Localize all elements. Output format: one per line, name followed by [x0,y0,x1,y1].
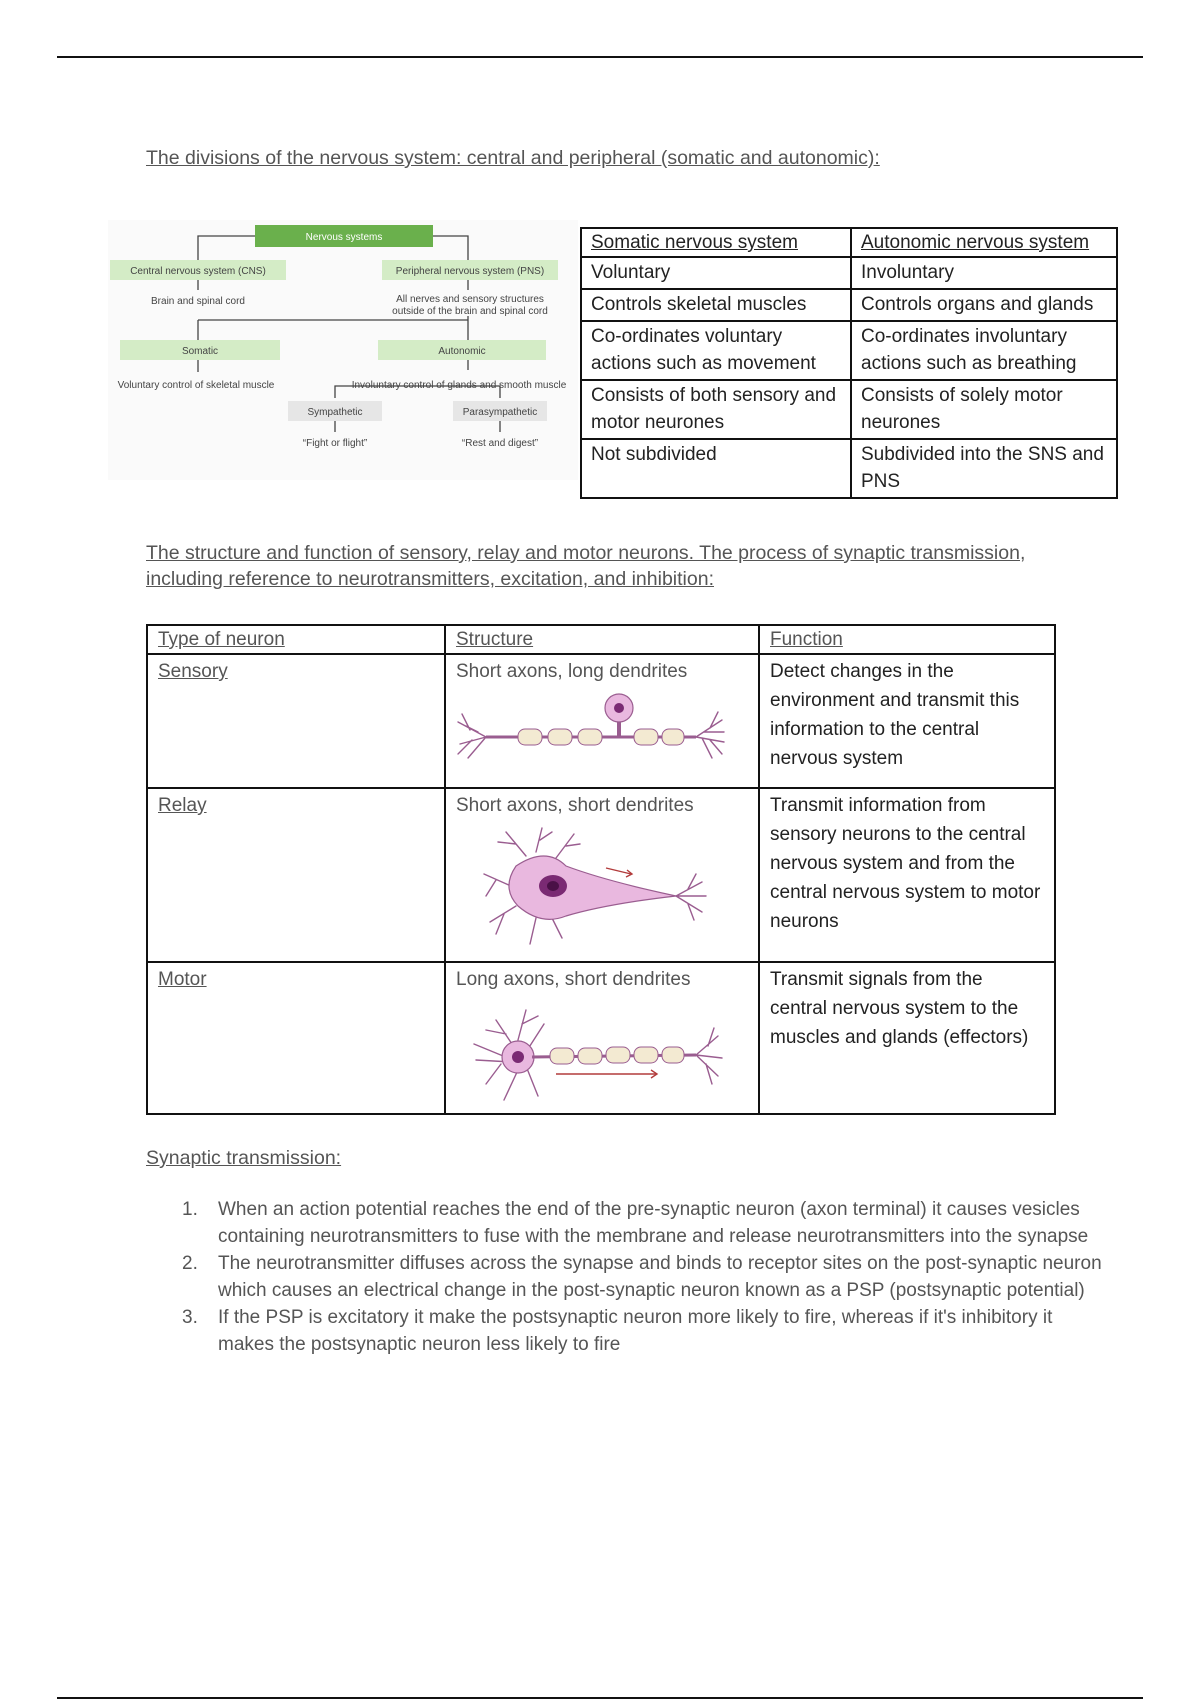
neuron-types-table [146,624,1056,1115]
table-cell: Not subdivided [581,439,851,498]
column-header-somatic: Somatic nervous system [581,228,851,257]
relay-neuron-illustration [456,826,726,951]
somatic-autonomic-table [580,227,1118,499]
column-header-function: Function [759,625,1055,654]
structure-text: Long axons, short dendrites [456,969,691,990]
section-heading-neurons-line1: The structure and function of sensory, relay and motor neurons. The process of synaptic transmission, [146,542,1026,564]
list-item [178,1250,1108,1304]
column-header-type: Type of neuron [147,625,445,654]
table-row [581,439,1117,498]
node-parasympathetic-label: Parasympathetic [462,407,538,418]
neuron-type-sensory: Sensory [158,661,228,682]
node-cns-desc: Brain and spinal cord [151,296,245,307]
table-cell: Subdivided into the SNS and PNS [851,439,1117,498]
list-text: The neurotransmitter diffuses across the synapse and binds to receptor sites on the post-synaptic neuron which causes an electrical change in the post-synaptic neuron known as a PSP (postsynaptic potential) [218,1253,1102,1301]
table-row [581,257,1117,289]
synaptic-steps-list [178,1196,1108,1358]
node-pns-desc-2: outside of the brain and spinal cord [392,306,548,317]
node-cns-label: Central nervous system (CNS) [130,266,266,277]
neuron-function-relay: Transmit information from sensory neurons to the central nervous system and from the central nervous system to motor neurons [759,788,1055,962]
column-header-autonomic: Autonomic nervous system [851,228,1117,257]
table-row-motor [147,962,1055,1114]
table-cell: Involuntary [851,257,1117,289]
motor-neuron-illustration [456,1000,726,1105]
table-row [581,380,1117,439]
table-header-row [581,228,1117,257]
table-cell: Controls skeletal muscles [581,289,851,321]
list-number: 3. [182,1307,198,1328]
list-text: If the PSP is excitatory it make the postsynaptic neuron more likely to fire, whereas if it's inhibitory it makes the postsynaptic neuron less likely to fire [218,1307,1053,1355]
list-item [178,1304,1108,1358]
list-number: 2. [182,1253,198,1274]
table-cell: Co-ordinates voluntary actions such as movement [581,321,851,380]
list-text: When an action potential reaches the end of the pre-synaptic neuron (axon terminal) it causes vesicles containing neurotransmitters to fuse with the membrane and release neurotransmitters into the synapse [218,1199,1089,1247]
neuron-function-sensory: Detect changes in the environment and transmit this information to the central nervous system [759,654,1055,788]
neuron-type-cell [147,788,445,962]
neuron-type-relay: Relay [158,795,207,816]
table-cell: Consists of solely motor neurones [851,380,1117,439]
node-pns-desc-1: All nerves and sensory structures [396,294,544,305]
table-cell: Co-ordinates involuntary actions such as breathing [851,321,1117,380]
node-somatic-desc: Voluntary control of skeletal muscle [117,380,275,391]
table-row [581,289,1117,321]
table-row-sensory [147,654,1055,788]
node-autonomic-desc: Involuntary control of glands and smooth muscle [351,380,567,391]
list-number: 1. [182,1199,198,1220]
node-sympathetic-label: Sympathetic [307,407,363,418]
column-header-structure: Structure [445,625,759,654]
table-cell: Voluntary [581,257,851,289]
neuron-function-motor: Transmit signals from the central nervous system to the muscles and glands (effectors) [759,962,1055,1114]
neuron-type-motor: Motor [158,969,207,990]
top-rule [57,56,1143,58]
neuron-type-cell [147,962,445,1114]
node-somatic-label: Somatic [181,346,219,357]
node-autonomic-label: Autonomic [438,346,486,357]
section-heading-divisions: The divisions of the nervous system: central and peripheral (somatic and autonomic): [146,147,880,169]
structure-text: Short axons, long dendrites [456,661,688,682]
neuron-type-cell [147,654,445,788]
node-parasympathetic-desc: “Rest and digest” [461,438,539,449]
section-heading-synaptic: Synaptic transmission: [146,1147,342,1169]
sensory-neuron-illustration [456,692,726,762]
neuron-structure-cell [445,654,759,788]
bottom-rule [57,1697,1143,1699]
neuron-structure-cell [445,788,759,962]
table-cell: Consists of both sensory and motor neurones [581,380,851,439]
list-item [178,1196,1108,1250]
table-cell: Controls organs and glands [851,289,1117,321]
node-root-label: Nervous systems [305,232,383,243]
node-pns-label: Peripheral nervous system (PNS) [395,266,545,277]
section-heading-neurons-line2: including reference to neurotransmitters, excitation, and inhibition: [146,568,714,590]
nervous-system-diagram [108,220,578,480]
neuron-structure-cell [445,962,759,1114]
table-row [581,321,1117,380]
table-row-relay [147,788,1055,962]
structure-text: Short axons, short dendrites [456,795,694,816]
node-sympathetic-desc: “Fight or flight” [302,438,368,449]
table-header-row [147,625,1055,654]
